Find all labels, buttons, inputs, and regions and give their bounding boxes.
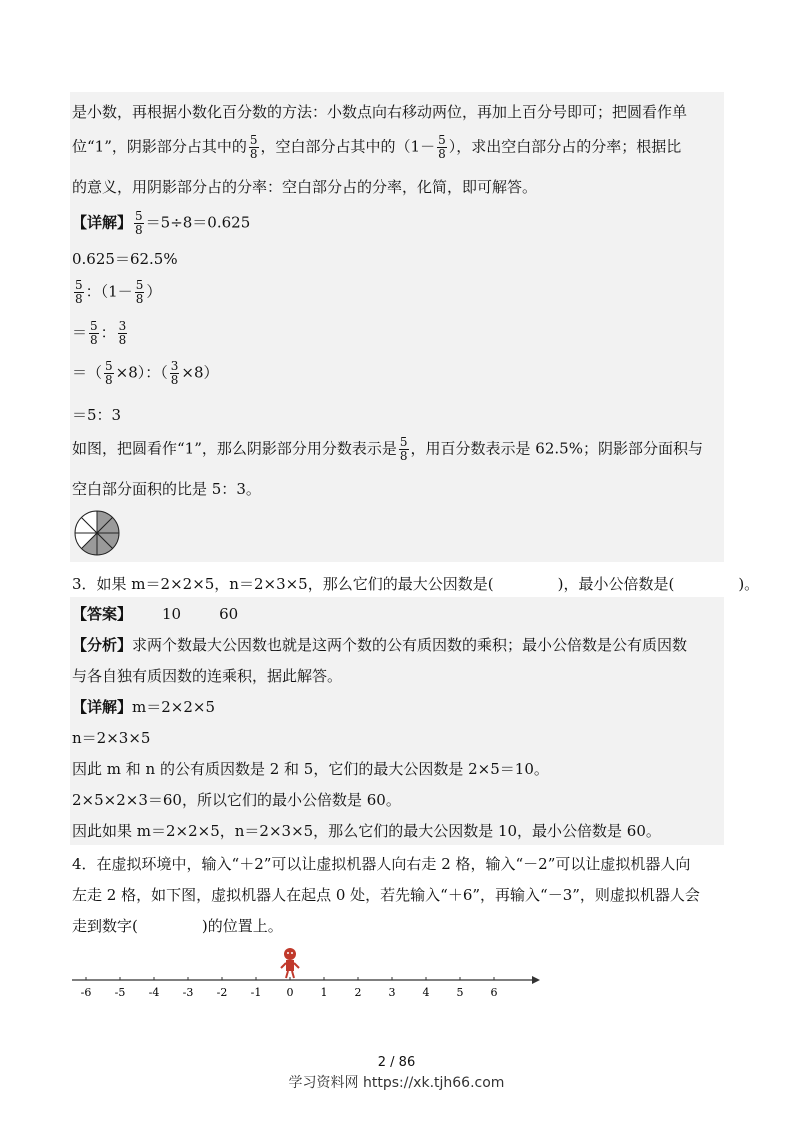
tick-label: -5 bbox=[114, 986, 126, 999]
tick-label: -6 bbox=[80, 986, 92, 999]
detail-line-q3-1: 【详解】m＝2×2×5 bbox=[72, 698, 216, 716]
detail-line-q3-4: 2×5×2×3＝60，所以它们的最小公倍数是 60。 bbox=[72, 791, 401, 809]
site-watermark: 学习资料网 https://xk.tjh66.com bbox=[288, 1075, 505, 1091]
fraction-5-8: $\frac{5}{8}$ bbox=[438, 133, 446, 161]
detail-line-6: ＝5：3 bbox=[72, 406, 122, 424]
circle-fraction-figure bbox=[72, 508, 122, 558]
fraction-5-8: $\frac{5}{8}$ bbox=[135, 209, 143, 237]
question-4-line-3: 走到数字( )的位置上。 bbox=[72, 917, 283, 935]
detail-line-7: 如图，把圆看作“1”，那么阴影部分用分数表示是 $\frac{5}{8}$ ，用百分数表示是 62.5%；阴影部分面积与 bbox=[72, 435, 703, 463]
fraction-5-8: $\frac{5}{8}$ bbox=[249, 133, 258, 161]
robot-icon bbox=[281, 948, 299, 978]
fraction-5-8: $\frac{5}{8}$ bbox=[399, 435, 408, 463]
question-4-line-2: 左走 2 格，如下图，虚拟机器人在起点 0 处，若先输入“＋6”，再输入“－3”，则虚拟机器人会 bbox=[72, 886, 700, 904]
detail-line-1: 【详解】 $\frac{5}{8}$ ＝5÷8＝0.625 bbox=[72, 209, 251, 237]
detail-line-q3-3: 因此 m 和 n 的公有质因数是 2 和 5，它们的最大公因数是 2×5＝10。 bbox=[72, 760, 549, 778]
tick-label: -4 bbox=[148, 986, 160, 999]
tick-label: 0 bbox=[286, 986, 294, 999]
fraction-3-8: $\frac{3}{8}$ bbox=[118, 319, 127, 347]
detail-line-q3-5: 因此如果 m＝2×2×5，n＝2×3×5，那么它们的最大公因数是 10，最小公倍数是 60。 bbox=[72, 822, 661, 840]
analysis-line-q3-2: 与各自独有质因数的连乘积，据此解答。 bbox=[72, 667, 343, 685]
detail-line-3: $\frac{5}{8}$ ：（1－ $\frac{5}{8}$ ） bbox=[75, 278, 162, 306]
number-line bbox=[0, 940, 793, 1010]
detail-line-8: 空白部分面积的比是 5：3。 bbox=[72, 480, 261, 498]
tick-label: -2 bbox=[216, 986, 228, 999]
fraction-5-8: $\frac{5}{8}$ bbox=[135, 278, 144, 306]
analysis-line-q3-1: 【分析】求两个数最大公因数也就是这两个数的公有质因数的乘积；最小公倍数是公有质因数 bbox=[72, 636, 688, 654]
tick-label: -3 bbox=[182, 986, 194, 999]
tick-label: -1 bbox=[250, 986, 262, 999]
question-3: 3．如果 m＝2×2×5，n＝2×3×5，那么它们的最大公因数是( )，最小公倍数是( )。 bbox=[72, 575, 760, 593]
answer-line: 【答案】 10 60 bbox=[72, 605, 239, 623]
analysis-line-2: 位“1”，阴影部分占其中的 $\frac{5}{8}$ ，空白部分占其中的（1－ $\frac{5}{8}$ ），求出空白部分占的分率；根据比 bbox=[72, 133, 682, 161]
fraction-5-8: $\frac{5}{8}$ bbox=[105, 359, 113, 387]
question-4-line-1: 4．在虚拟环境中，输入“＋2”可以让虚拟机器人向右走 2 格，输入“－2”可以让虚拟机器人向 bbox=[72, 855, 691, 873]
tick-label: 1 bbox=[320, 986, 328, 999]
page-number: 2 / 86 bbox=[377, 1055, 416, 1070]
detail-line-q3-2: n＝2×3×5 bbox=[72, 729, 151, 747]
detail-line-4: ＝ $\frac{5}{8}$ ： $\frac{3}{8}$ bbox=[72, 319, 127, 347]
analysis-line-3: 的意义，用阴影部分占的分率：空白部分占的分率，化简，即可解答。 bbox=[72, 178, 538, 196]
analysis-line-1: 是小数，再根据小数化百分数的方法：小数点向右移动两位，再加上百分号即可；把圆看作单 bbox=[72, 103, 688, 121]
tick-label: 6 bbox=[490, 986, 498, 999]
detail-line-5: ＝（ $\frac{5}{8}$ ×8）：（ $\frac{3}{8}$ ×8） bbox=[72, 359, 219, 387]
fraction-5-8: $\frac{5}{8}$ bbox=[75, 278, 83, 306]
tick-label: 4 bbox=[422, 986, 430, 999]
tick-label: 3 bbox=[388, 986, 396, 999]
fraction-3-8: $\frac{3}{8}$ bbox=[170, 359, 179, 387]
detail-line-2: 0.625＝62.5% bbox=[72, 250, 178, 268]
fraction-5-8: $\frac{5}{8}$ bbox=[90, 319, 98, 347]
tick-label: 5 bbox=[456, 986, 464, 999]
tick-label: 2 bbox=[354, 986, 362, 999]
